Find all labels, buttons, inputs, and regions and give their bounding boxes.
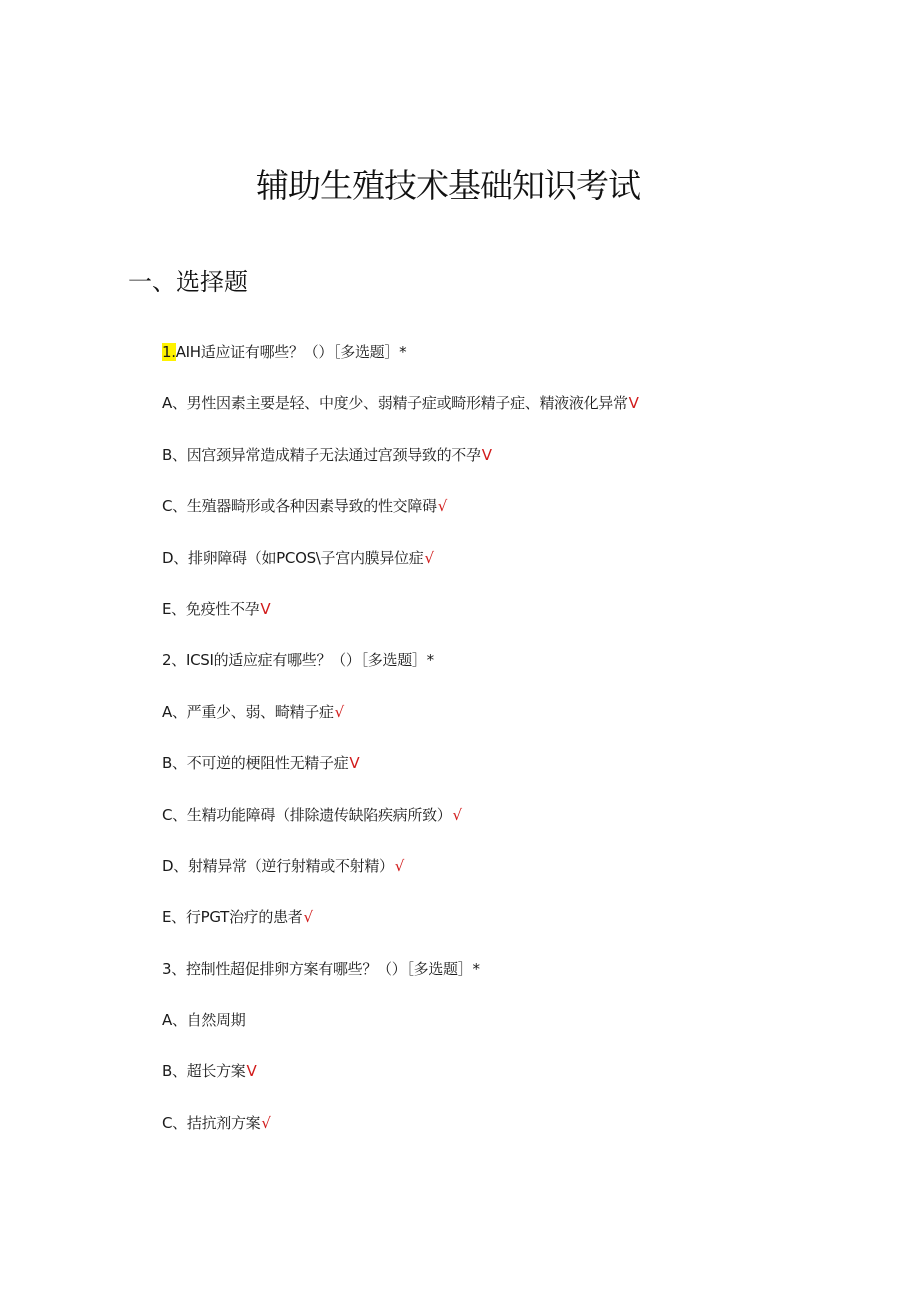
- answer-check-mark: V: [260, 599, 271, 618]
- option-text: A、自然周期: [162, 1011, 246, 1030]
- question-2: [162, 648, 882, 699]
- answer-check-mark: √: [452, 805, 462, 824]
- option-text: B、因宫颈异常造成精子无法通过宫颈导致的不孕: [162, 445, 481, 464]
- answer-check-mark: V: [628, 394, 639, 413]
- question-1: [162, 340, 882, 391]
- question-text: 3、控制性超促排卵方案有哪些？（）［多选题］*: [162, 959, 480, 978]
- answer-check-mark: √: [303, 908, 313, 927]
- option-2d: [162, 854, 882, 905]
- option-1d: [162, 546, 882, 597]
- question-text: 2、ICSI的适应症有哪些？（）［多选题］*: [162, 651, 434, 670]
- option-text: A、严重少、弱、畸精子症: [162, 702, 334, 721]
- answer-check-mark: √: [261, 1113, 271, 1132]
- option-text: B、超长方案: [162, 1062, 246, 1081]
- option-3c: [162, 1111, 882, 1162]
- answer-check-mark: V: [349, 754, 360, 773]
- answer-check-mark: √: [437, 497, 448, 516]
- option-2a: [162, 700, 882, 751]
- question-text: AIH适应证有哪些？（）［多选题］*: [175, 343, 407, 361]
- option-1c: [162, 494, 882, 545]
- option-text: C、生殖器畸形或各种因素导致的性交障碍: [162, 497, 437, 516]
- answer-check-mark: √: [394, 856, 405, 875]
- section-heading: 一、选择题: [128, 268, 248, 296]
- document-title: 辅助生殖技术基础知识考试: [256, 166, 640, 205]
- option-text: D、射精异常（逆行射精或不射精）: [162, 856, 394, 875]
- option-text: D、排卵障碍（如PCOS\子宫内膜异位症: [162, 548, 424, 567]
- option-text: E、免疫性不孕: [162, 599, 260, 618]
- option-text: C、生精功能障碍（排除遗传缺陷疾病所致）: [162, 805, 452, 824]
- option-3a: [162, 1008, 882, 1059]
- option-2e: [162, 905, 882, 956]
- option-1e: [162, 597, 882, 648]
- option-1b: [162, 443, 882, 494]
- option-2c: [162, 803, 882, 854]
- option-1a: [162, 391, 882, 442]
- question-number-highlight: 1.: [162, 343, 176, 361]
- question-list: [162, 340, 882, 1162]
- answer-check-mark: V: [246, 1062, 257, 1081]
- option-text: E、行PGT治疗的患者: [162, 908, 303, 927]
- option-3b: [162, 1059, 882, 1110]
- answer-check-mark: V: [481, 445, 492, 464]
- option-text: C、拮抗剂方案: [162, 1113, 261, 1132]
- answer-check-mark: √: [334, 702, 344, 721]
- option-text: A、男性因素主要是轻、中度少、弱精子症或畸形精子症、精液液化异常: [162, 394, 628, 413]
- answer-check-mark: √: [424, 548, 434, 567]
- question-3: [162, 957, 882, 1008]
- option-2b: [162, 751, 882, 802]
- option-text: B、不可逆的梗阻性无精子症: [162, 754, 349, 773]
